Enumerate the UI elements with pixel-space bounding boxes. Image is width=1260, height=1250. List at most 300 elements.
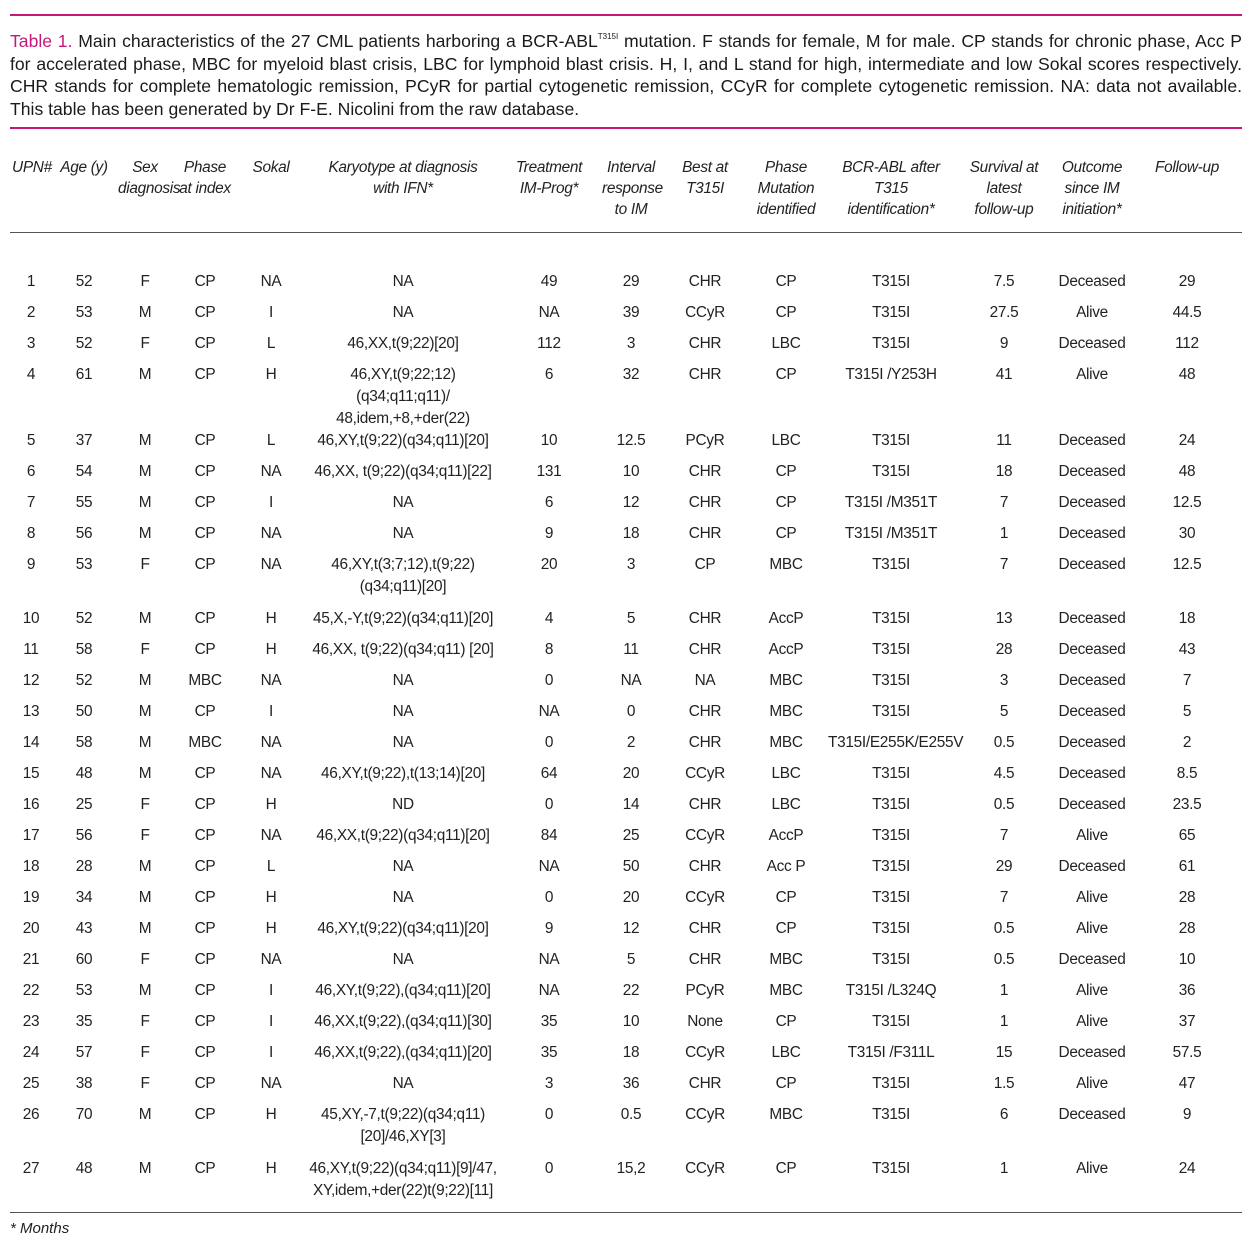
table-cell: 9 [544, 525, 554, 542]
table-cell: Alive [1076, 827, 1108, 844]
column-header: Interval response to IM [598, 157, 664, 233]
table-row [10, 364, 1242, 430]
table-cell: NA [260, 463, 282, 480]
table-cell: 57 [75, 1044, 93, 1061]
table-cell: Alive [1052, 1158, 1132, 1213]
table-cell: CP [694, 556, 716, 573]
table-cell: F [140, 641, 150, 658]
table-cell: NA [392, 889, 414, 906]
column-header: Phase Mutation identified [746, 157, 826, 233]
table-cell: 1 [999, 1013, 1009, 1030]
table-cell: 112 [537, 335, 561, 352]
table-cell: 48 [1178, 463, 1196, 480]
table-cell: CP [775, 1013, 797, 1030]
table-cell: F [140, 827, 150, 844]
table-cell: CHR [688, 494, 722, 511]
table-cell: NA [538, 703, 560, 720]
table-caption [10, 30, 1242, 120]
table-cell: CHR [688, 858, 722, 875]
table-cell: T315I [872, 672, 910, 689]
table-cell: H [265, 920, 277, 937]
table-cell: Deceased [1058, 858, 1126, 875]
table-cell: 35 [540, 1044, 558, 1061]
table-cell: 3 [26, 335, 36, 352]
table-cell: 46,XX,t(9;22),(q34;q11)[30] [314, 1013, 492, 1030]
table-cell: 28 [1178, 920, 1196, 937]
table-cell: 46,XX, t(9;22)(q34;q11) [20] [312, 641, 494, 658]
table-cell: CP [194, 641, 216, 658]
table-cell: Alive [1076, 366, 1108, 383]
table-cell: 6 [544, 366, 554, 383]
table-cell: NA [392, 273, 414, 290]
table-cell: 20 [540, 556, 558, 573]
table-cell: CP [775, 494, 797, 511]
table-cell: AccP [768, 827, 804, 844]
table-cell: Acc P [766, 858, 806, 875]
table-cell: F [140, 951, 150, 968]
caption-bottom-rule [10, 127, 1242, 129]
table-cell: 20 [622, 889, 640, 906]
table-cell: 6 [26, 463, 36, 480]
table-cell: 11 [23, 641, 39, 658]
table-cell: M [138, 304, 152, 321]
table-cell: 50 [75, 703, 93, 720]
table-cell: 10 [622, 463, 640, 480]
table-cell: 1.5 [993, 1075, 1015, 1092]
table-cell: Deceased [1058, 796, 1126, 813]
table-cell: CP [194, 765, 216, 782]
table-cell: T315I [872, 889, 910, 906]
table-cell: LBC [771, 335, 801, 352]
table-cell: 0 [544, 672, 554, 689]
column-header: Treatment IM-Prog* [500, 157, 598, 233]
table-row [10, 670, 1242, 701]
table-cell: 52 [75, 610, 93, 627]
table-cell: 23 [22, 1013, 40, 1030]
table-row [10, 1158, 1242, 1213]
table-cell: 5 [999, 703, 1009, 720]
table-cell: H [265, 1106, 277, 1123]
table-cell: T315I [872, 1106, 910, 1123]
table-cell: I [269, 494, 273, 511]
table-cell: 58 [75, 734, 93, 751]
table-cell: MBC [769, 556, 803, 573]
table-cell: NA [260, 951, 282, 968]
table-cell: 5 [26, 432, 36, 449]
top-rule [10, 14, 1242, 16]
table-cell: H [265, 366, 277, 383]
table-cell: 47 [1178, 1075, 1196, 1092]
table-cell: CP [194, 1106, 216, 1123]
table-cell: T315I [872, 920, 910, 937]
table-cell: 9 [999, 335, 1009, 352]
table-cell: 46,XY,t(3;7;12),t(9;22) (q34;q11)[20] [331, 556, 475, 595]
table-cell: CP [194, 1044, 216, 1061]
table-cell: 11 [623, 641, 639, 658]
table-cell: NA [392, 525, 414, 542]
table-cell: T315I [872, 1013, 910, 1030]
table-cell: 14 [22, 734, 40, 751]
table-cell: NA [538, 858, 560, 875]
table-cell: T315I /F311L [847, 1044, 935, 1061]
table-cell: 8.5 [1176, 765, 1198, 782]
table-cell: 0.5 [993, 734, 1015, 751]
table-row [10, 430, 1242, 461]
table-cell: 54 [75, 463, 93, 480]
table-cell: Deceased [1058, 765, 1126, 782]
table-cell: 21 [22, 951, 40, 968]
table-cell: CHR [688, 703, 722, 720]
table-cell: CP [194, 610, 216, 627]
table-cell: 45,X,-Y,t(9;22)(q34;q11)[20] [312, 610, 494, 627]
table-cell: 0 [544, 1106, 554, 1123]
table-cell: MBC [769, 734, 803, 751]
table-cell: 4.5 [993, 765, 1015, 782]
table-cell: CHR [688, 920, 722, 937]
caption-superscript: T315I [597, 32, 619, 41]
table-cell: T315I [872, 765, 910, 782]
table-cell: I [269, 1013, 273, 1030]
table-cell: MBC [188, 672, 222, 689]
table-cell: 57.5 [1172, 1044, 1202, 1061]
column-header: Age (y) [52, 157, 116, 233]
table-cell: T315I [872, 556, 910, 573]
table-cell: 112 [1175, 335, 1199, 352]
table-cell: 17 [22, 827, 40, 844]
table-cell: 10 [622, 1013, 640, 1030]
table-cell: Alive [1076, 304, 1108, 321]
table-cell: 13 [995, 610, 1013, 627]
header-row [10, 157, 1242, 233]
table-cell: L [266, 432, 276, 449]
table-cell: Deceased [1058, 1106, 1126, 1123]
table-cell: CHR [688, 273, 722, 290]
table-cell: 5 [626, 951, 636, 968]
table-cell: Alive [1076, 889, 1108, 906]
table-cell: 8 [26, 525, 36, 542]
table-cell: F [140, 1013, 150, 1030]
table-cell: NA [392, 494, 414, 511]
table-cell: MBC [769, 951, 803, 968]
table-cell: 12 [622, 920, 640, 937]
table-cell: 0.5 [993, 796, 1015, 813]
column-header: Sex diagnosis [116, 157, 174, 233]
table-body [10, 233, 1242, 1213]
table-cell: 12.5 [1172, 494, 1202, 511]
table-cell: 84 [540, 827, 558, 844]
table-cell: NA [260, 525, 282, 542]
table-cell: 46,XX, t(9;22)(q34;q11)[22] [314, 463, 492, 480]
table-row [10, 732, 1242, 763]
table-cell: 26 [22, 1106, 40, 1123]
table-cell: CP [174, 1158, 236, 1213]
table-cell: 13 [22, 703, 40, 720]
table-cell: 41 [995, 366, 1013, 383]
table-row [10, 461, 1242, 492]
table-cell: 34 [75, 889, 93, 906]
table-cell: CCyR [685, 1106, 725, 1123]
table-cell: Deceased [1058, 335, 1126, 352]
table-cell: 61 [75, 366, 93, 383]
table-cell: 55 [75, 494, 93, 511]
table-cell: 1 [999, 525, 1009, 542]
table-cell: 36 [622, 1075, 640, 1092]
table-cell: T315I/E255K/E255V [828, 734, 964, 751]
table-cell: 0.5 [620, 1106, 642, 1123]
table-cell: LBC [771, 1044, 801, 1061]
table-cell: CP [194, 1013, 216, 1030]
table-cell: 2 [626, 734, 636, 751]
table-cell: H [265, 889, 277, 906]
table-cell: M [138, 703, 152, 720]
table-cell: PCyR [685, 432, 725, 449]
table-cell: CP [194, 432, 216, 449]
caption-label: Table 1. [10, 31, 73, 51]
table-row [10, 554, 1242, 608]
table-cell: M [138, 463, 152, 480]
table-cell: 52 [75, 273, 93, 290]
table-cell: CP [775, 463, 797, 480]
table-cell: NA [260, 734, 282, 751]
table-cell: Deceased [1058, 951, 1126, 968]
table-cell: T315I [872, 796, 910, 813]
table-cell: M [138, 672, 152, 689]
table-cell: 131 [536, 463, 562, 480]
table-cell: Deceased [1058, 273, 1126, 290]
table-cell: 6 [544, 494, 554, 511]
table-cell: Deceased [1058, 641, 1126, 658]
table-cell: NA [260, 827, 282, 844]
table-cell: 48 [75, 765, 93, 782]
table-cell: 60 [75, 951, 93, 968]
table-cell: 50 [622, 858, 640, 875]
table-cell: 18 [1178, 610, 1196, 627]
table-cell: CP [194, 335, 216, 352]
table-cell: CCyR [664, 1158, 746, 1213]
table-cell: T315I [872, 610, 910, 627]
table-cell: 43 [75, 920, 93, 937]
table-cell: 52 [75, 672, 93, 689]
table-cell: 24 [1178, 432, 1196, 449]
table-cell: M [138, 432, 152, 449]
table-cell: AccP [768, 610, 804, 627]
column-header: Phase at index [174, 157, 236, 233]
table-cell: 24 [1132, 1158, 1242, 1213]
table-row [10, 1073, 1242, 1104]
table-cell: M [138, 920, 152, 937]
table-cell: 28 [1178, 889, 1196, 906]
table-cell: L [266, 335, 276, 352]
table-cell: T315I [872, 463, 910, 480]
table-cell: NA [260, 765, 282, 782]
table-cell: 20 [22, 920, 40, 937]
table-row [10, 1042, 1242, 1073]
table-cell: CCyR [685, 1044, 725, 1061]
table-cell: 14 [622, 796, 640, 813]
table-cell: H [236, 1158, 306, 1213]
table-cell: LBC [771, 432, 801, 449]
table-cell: 3 [626, 556, 636, 573]
table-row [10, 1011, 1242, 1042]
table-cell: 53 [75, 556, 93, 573]
table-cell: 1 [956, 1158, 1052, 1213]
table-cell: 53 [75, 982, 93, 999]
table-cell: L [266, 858, 276, 875]
table-cell: 23.5 [1172, 796, 1202, 813]
table-cell: CP [194, 827, 216, 844]
table-cell: 8 [544, 641, 554, 658]
table-cell: T315I [872, 951, 910, 968]
table-cell: 0 [544, 796, 554, 813]
table-cell: AccP [768, 641, 804, 658]
table-cell: CP [194, 1075, 216, 1092]
table-cell: M [138, 1106, 152, 1123]
table-cell: CP [194, 556, 216, 573]
table-cell: CP [746, 1158, 826, 1213]
column-header: Best at T315I [664, 157, 746, 233]
table-cell: Alive [1076, 1075, 1108, 1092]
table-cell: 49 [540, 273, 558, 290]
table-row [10, 763, 1242, 794]
column-header: Sokal [236, 157, 306, 233]
table-cell: 16 [22, 796, 40, 813]
table-cell: 56 [75, 525, 93, 542]
table-cell: Alive [1076, 1013, 1108, 1030]
table-cell: Deceased [1058, 1044, 1126, 1061]
table-cell: 38 [75, 1075, 93, 1092]
table-cell: 46,XY,t(9;22),t(13;14)[20] [321, 765, 485, 782]
table-cell: F [140, 1044, 150, 1061]
table-cell: T315I [826, 1158, 956, 1213]
table-cell: MBC [769, 703, 803, 720]
table-cell: NA [392, 858, 414, 875]
table-cell: T315I [872, 1075, 910, 1092]
table-cell: CP [775, 920, 797, 937]
table-row [10, 333, 1242, 364]
table-cell: None [687, 1013, 723, 1030]
table-cell: NA [392, 734, 414, 751]
table-cell: CP [194, 796, 216, 813]
table-cell: 0 [626, 703, 636, 720]
table-cell: CP [194, 889, 216, 906]
table-cell: 43 [1178, 641, 1196, 658]
table-cell: CHR [688, 610, 722, 627]
table-row [10, 794, 1242, 825]
table-row [10, 701, 1242, 732]
table-cell: M [138, 366, 152, 383]
table-cell: 18 [622, 525, 640, 542]
table-cell: CP [194, 273, 216, 290]
table-cell: Deceased [1058, 703, 1126, 720]
table-cell: 27 [10, 1158, 52, 1213]
table-cell: 28 [995, 641, 1013, 658]
table-cell: NA [694, 672, 716, 689]
table-cell: 0.5 [993, 951, 1015, 968]
table-cell: F [140, 273, 150, 290]
table-cell: NA [392, 1075, 414, 1092]
table-cell: M [138, 765, 152, 782]
table-cell: CP [194, 463, 216, 480]
table-cell: NA [392, 703, 414, 720]
table-cell: 3 [999, 672, 1009, 689]
table-cell: 18 [995, 463, 1013, 480]
table-cell: F [140, 556, 150, 573]
table-cell: CCyR [685, 304, 725, 321]
table-cell: CP [194, 304, 216, 321]
table-cell: MBC [188, 734, 222, 751]
table-cell: 3 [626, 335, 636, 352]
table-cell: 22 [22, 982, 40, 999]
table-cell: CP [775, 273, 797, 290]
table-cell: T315I [872, 304, 910, 321]
table-cell: 29 [1178, 273, 1196, 290]
table-cell: 52 [75, 335, 93, 352]
table-cell: 15,2 [598, 1158, 664, 1213]
table-cell: T315I [872, 335, 910, 352]
table-cell: LBC [771, 765, 801, 782]
table-cell: M [138, 525, 152, 542]
table-cell: 58 [75, 641, 93, 658]
column-header: Follow-up [1132, 157, 1242, 233]
table-cell: NA [392, 951, 414, 968]
table-cell: LBC [771, 796, 801, 813]
table-cell: 10 [22, 610, 40, 627]
table-cell: 61 [1178, 858, 1196, 875]
column-header: Karyotype at diagnosis with IFN* [306, 157, 500, 233]
table-cell: 5 [626, 610, 636, 627]
table-cell: I [269, 703, 273, 720]
table-cell: CCyR [685, 765, 725, 782]
table-cell: 5 [1182, 703, 1192, 720]
table-cell: I [269, 982, 273, 999]
table-cell: 15 [22, 765, 40, 782]
table-cell: 9 [1182, 1106, 1192, 1123]
table-cell: CP [194, 494, 216, 511]
table-cell: F [140, 335, 150, 352]
table-cell: 46,XY,t(9;22;12)(q34;q11;q11)/ 48,idem,+8,+der(22) [336, 366, 470, 427]
table-row [10, 523, 1242, 554]
table-cell: 12 [22, 672, 40, 689]
table-cell: Alive [1076, 920, 1108, 937]
table-cell: 46,XX,t(9;22),(q34;q11)[20] [314, 1044, 492, 1061]
table-cell: CP [194, 366, 216, 383]
table-cell: NA [538, 304, 560, 321]
table-cell: 65 [1178, 827, 1196, 844]
table-cell: 2 [1182, 734, 1192, 751]
table-row [10, 856, 1242, 887]
table-cell: 64 [540, 765, 558, 782]
table-cell: Deceased [1058, 525, 1126, 542]
table-row [10, 918, 1242, 949]
table-cell: 4 [544, 610, 554, 627]
table-cell: CP [194, 951, 216, 968]
table-cell: 46,XY,t(9;22)(q34;q11)[20] [317, 920, 489, 937]
table-cell: M [138, 494, 152, 511]
column-header: Survival at latest follow-up [956, 157, 1052, 233]
table-cell: 0 [500, 1158, 598, 1213]
table-cell: CP [775, 525, 797, 542]
table-cell: CP [775, 304, 797, 321]
table-row [10, 608, 1242, 639]
table-header [10, 157, 1242, 233]
table-cell: CP [775, 366, 797, 383]
table-cell: Deceased [1058, 556, 1126, 573]
table-cell: 46,XY,t(9;22),(q34;q11)[20] [315, 982, 491, 999]
table-cell: I [269, 1044, 273, 1061]
table-cell: CHR [688, 641, 722, 658]
table-cell: 19 [22, 889, 40, 906]
table-cell: 18 [622, 1044, 640, 1061]
